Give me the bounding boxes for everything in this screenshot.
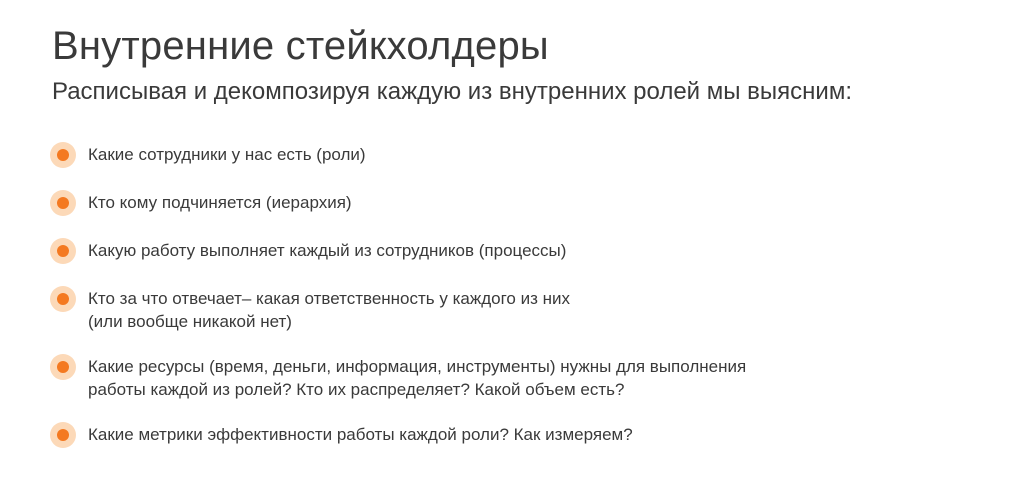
list-item-line: Кто кому подчиняется (иерархия) (88, 193, 352, 212)
list-item-line: Кто за что отвечает– какая ответственность у каждого из них (88, 289, 571, 308)
list-item-text (88, 422, 633, 446)
orange-dot-bullet-icon (50, 354, 76, 380)
slide-title: Внутренние стейкхолдеры (52, 24, 549, 68)
list-item-text (88, 190, 352, 214)
list-item-text (88, 142, 366, 166)
slide-subtitle: Расписывая и декомпозируя каждую из внутренних ролей мы выясним: (52, 78, 852, 105)
list-item-line: (или вообще никакой нет) (88, 312, 292, 331)
list-item (50, 422, 633, 448)
list-item-text (88, 354, 746, 401)
list-item-line: Какую работу выполняет каждый из сотрудников (процессы) (88, 241, 567, 260)
list-item-line: Какие сотрудники у нас есть (роли) (88, 145, 366, 164)
list-item (50, 142, 366, 168)
list-item (50, 190, 352, 216)
list-item (50, 286, 570, 333)
orange-dot-bullet-icon (50, 286, 76, 312)
list-item-text (88, 286, 570, 333)
list-item-line: Какие метрики эффективности работы каждой роли? Как измеряем? (88, 425, 633, 444)
list-item (50, 238, 566, 264)
orange-dot-bullet-icon (50, 142, 76, 168)
orange-dot-bullet-icon (50, 190, 76, 216)
orange-dot-bullet-icon (50, 238, 76, 264)
list-item-line: работы каждой из ролей? Кто их распределяет? Какой объем есть? (88, 380, 625, 399)
list-item-text (88, 238, 566, 262)
list-item (50, 354, 746, 401)
list-item-line: Какие ресурсы (время, деньги, информация, инструменты) нужны для выполнения (88, 357, 747, 376)
orange-dot-bullet-icon (50, 422, 76, 448)
